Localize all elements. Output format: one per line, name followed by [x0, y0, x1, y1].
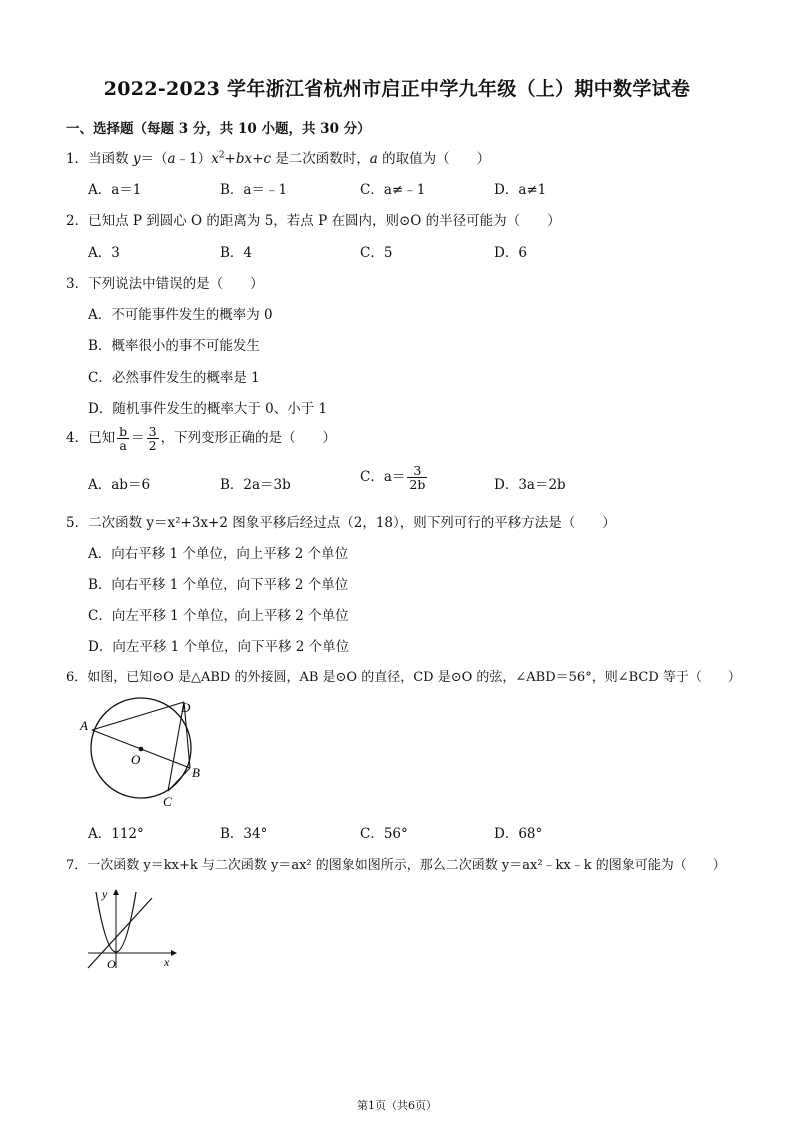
- center-point: [139, 747, 144, 752]
- q3-option-a: A．不可能事件发生的概率为 0: [88, 307, 273, 323]
- q2-option-b: B．4: [220, 245, 253, 261]
- q1-sup: 2: [218, 150, 225, 161]
- q3-option-d: D．随机事件发生的概率大于 0、小于 1: [88, 401, 328, 417]
- q4-text: ，下列变形正确的是（ ）: [160, 430, 337, 447]
- fraction-denominator: 2b: [409, 477, 426, 493]
- page-footer: 第1页（共6页）: [357, 1099, 437, 1112]
- label-o: O: [131, 752, 141, 767]
- q4-option-a: A．ab＝6: [88, 477, 151, 493]
- question-6: 6．如图，已知⊙O 是△ABD 的外接圆，AB 是⊙O 的直径，CD 是⊙O 的弦，∠ABD＝56°，则∠BCD 等于（ ）: [66, 670, 741, 685]
- q4-option-c: [360, 464, 429, 491]
- section-heading: 一、选择题（每题 3 分，共 10 小题，共 30 分）: [66, 121, 371, 137]
- question-4: [66, 425, 336, 452]
- q1-number: 1．: [66, 151, 89, 167]
- q4-option-c-text: C．a＝: [360, 469, 406, 486]
- q4-text: ＝: [131, 430, 145, 447]
- circle-figure: [76, 692, 216, 812]
- q1-text: ﹣1）: [175, 151, 212, 167]
- linear-line: [88, 898, 152, 968]
- fraction-numerator: 3: [148, 424, 157, 439]
- question-5: 5．二次函数 y＝x²+3x+2 图象平移后经过点（2，18），则下列可行的平移方法是（ ）: [66, 515, 616, 531]
- fraction-numerator: 3: [407, 464, 427, 478]
- label-b: B: [192, 765, 200, 780]
- q5-option-d: D．向左平移 1 个单位，向下平移 2 个单位: [88, 639, 350, 655]
- question-2: 2．已知点 P 到圆心 O 的距离为 5，若点 P 在圆内，则⊙O 的半径可能为（ ）: [66, 213, 561, 229]
- q4-option-c-fraction: [407, 464, 427, 491]
- q4-option-b: B．2a＝3b: [220, 477, 291, 493]
- q1-text: +: [224, 151, 236, 167]
- q3-option-c: C．必然事件发生的概率是 1: [88, 370, 260, 386]
- q4-option-d: D．3a＝2b: [494, 477, 566, 493]
- label-d: D: [181, 700, 191, 715]
- segment-ad: [92, 702, 184, 730]
- q5-option-b: B．向右平移 1 个单位，向下平移 2 个单位: [88, 577, 349, 593]
- q6-option-b: B．34°: [220, 826, 268, 842]
- question-7: 7．一次函数 y＝kx+k 与二次函数 y＝ax² 的图象如图所示，那么二次函数 y＝ax²﹣kx﹣k 的图象可能为（ ）: [66, 858, 726, 873]
- q1-var: c: [263, 151, 271, 167]
- function-graph-figure: [80, 882, 180, 972]
- q1-var: a: [167, 151, 176, 167]
- q1-option-c: C．a≠﹣1: [360, 182, 426, 198]
- q4-fraction-ba: [117, 425, 129, 452]
- page-title: 2022-2023 学年浙江省杭州市启正中学九年级（上）期中数学试卷: [103, 78, 691, 100]
- q1-text: 是二次函数时，: [271, 151, 370, 167]
- q5-option-a: A．向右平移 1 个单位，向上平移 2 个单位: [88, 546, 349, 562]
- q4-fraction-32: [147, 425, 159, 452]
- axis-label-y: y: [102, 887, 108, 901]
- q2-option-a: A．3: [88, 245, 120, 261]
- q3-option-b: B．概率很小的事不可能发生: [88, 338, 260, 354]
- q1-var: x: [211, 151, 219, 167]
- q6-option-d: D．68°: [494, 826, 543, 842]
- q2-option-d: D．6: [494, 245, 527, 261]
- q1-text: ＝（: [140, 151, 168, 167]
- q4-text: 4．已知: [66, 430, 116, 447]
- q1-text: 的取值为（ ）: [377, 151, 491, 167]
- q1-var: bx: [235, 151, 253, 167]
- fraction-numerator: b: [119, 424, 128, 439]
- q1-option-d: D．a≠1: [494, 182, 547, 198]
- q5-option-c: C．向左平移 1 个单位，向上平移 2 个单位: [88, 608, 349, 624]
- q1-text: 当函数: [88, 151, 133, 167]
- q6-option-c: C．56°: [360, 826, 408, 842]
- label-a: A: [80, 718, 88, 733]
- q6-option-a: A．112°: [88, 826, 144, 842]
- question-1: [66, 147, 490, 167]
- fraction-denominator: 2: [148, 438, 157, 454]
- label-c: C: [163, 794, 172, 809]
- q1-var: y: [132, 151, 141, 167]
- axis-label-x: x: [164, 955, 170, 969]
- q1-option-b: B．a＝﹣1: [220, 182, 288, 198]
- fraction-denominator: a: [119, 438, 127, 454]
- q1-text: +: [252, 151, 264, 167]
- q1-option-a: A．a＝1: [88, 182, 142, 198]
- question-3: 3．下列说法中错误的是（ ）: [66, 276, 264, 292]
- origin-label: O: [107, 957, 116, 971]
- q1-var: a: [369, 151, 378, 167]
- q2-option-c: C．5: [360, 245, 393, 261]
